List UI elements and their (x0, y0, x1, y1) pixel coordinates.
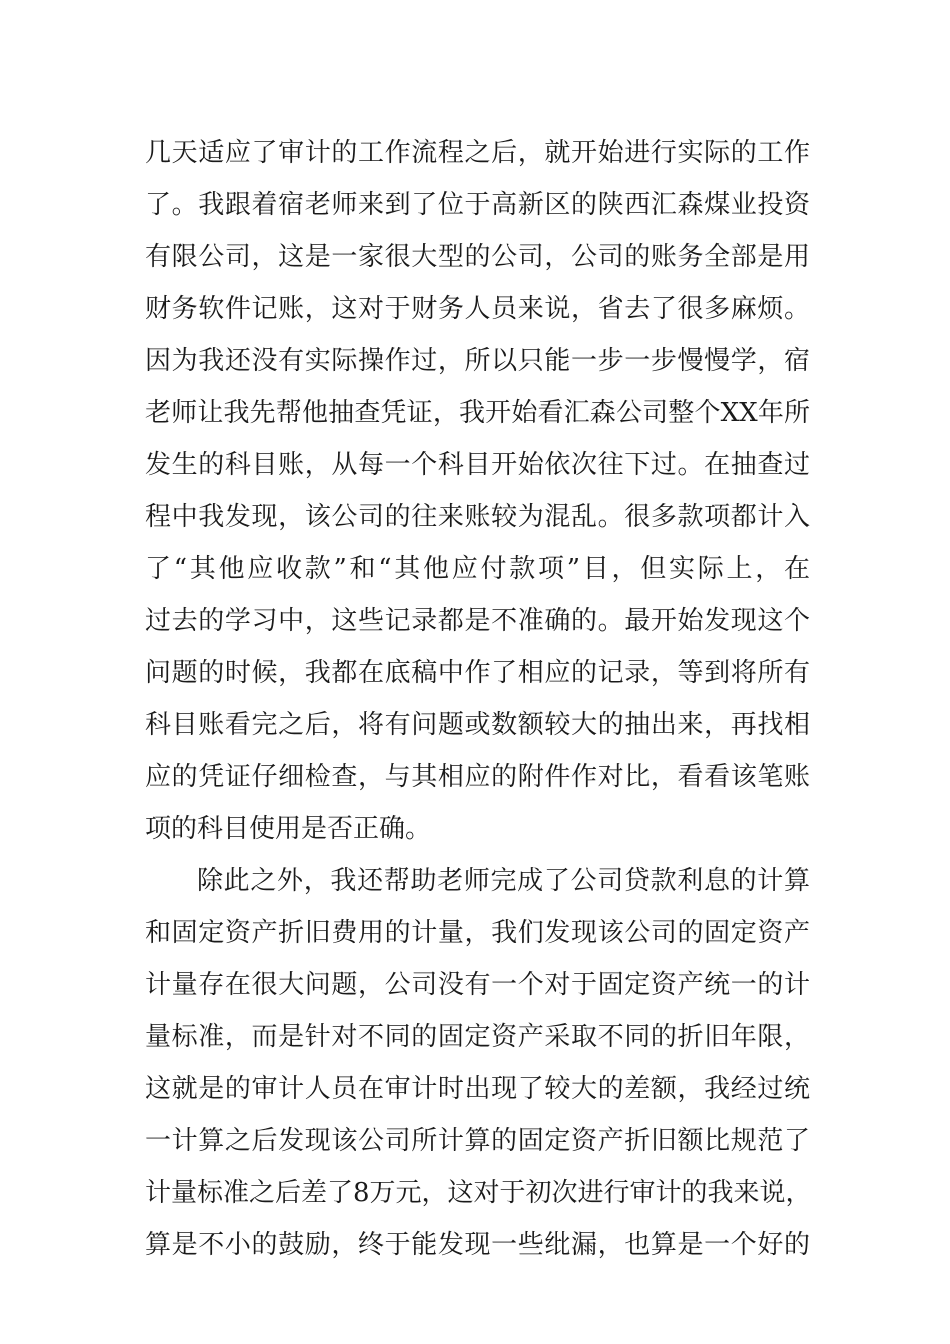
text-line: 计量存在很大问题，公司没有一个对于固定资产统一的计 (145, 970, 810, 1000)
text-line: 量标准，而是针对不同的固定资产采取不同的折旧年限， (145, 1022, 810, 1052)
text-line: 问题的时候，我都在底稿中作了相应的记录，等到将所有 (145, 658, 810, 688)
text-line: 算是不小的鼓励，终于能发现一些纰漏，也算是一个好的 (145, 1230, 810, 1260)
text-line: 了。我跟着宿老师来到了位于高新区的陕西汇森煤业投资 (145, 190, 810, 220)
text-line: 一计算之后发现该公司所计算的固定资产折旧额比规范了 (145, 1126, 810, 1156)
text-line: 有限公司，这是一家很大型的公司，公司的账务全部是用 (145, 242, 810, 272)
text-line: 几天适应了审计的工作流程之后，就开始进行实际的工作 (145, 138, 810, 168)
text-line: 了“其他应收款”和“其他应付款项”目，但实际上，在 (145, 554, 810, 584)
text-line: 程中我发现，该公司的往来账较为混乱。很多款项都计入 (145, 502, 810, 532)
body-text (145, 127, 810, 1271)
paragraph-1 (145, 127, 810, 855)
text-line: 财务软件记账，这对于财务人员来说，省去了很多麻烦。 (145, 294, 810, 324)
paragraph-2 (145, 855, 810, 1271)
text-line: 过去的学习中，这些记录都是不准确的。最开始发现这个 (145, 606, 810, 636)
text-line: 和固定资产折旧费用的计量，我们发现该公司的固定资产 (145, 918, 810, 948)
text-line: 除此之外，我还帮助老师完成了公司贷款利息的计算 (197, 866, 810, 896)
text-line: 这就是的审计人员在审计时出现了较大的差额，我经过统 (145, 1074, 810, 1104)
text-line: 发生的科目账，从每一个科目开始依次往下过。在抽查过 (145, 450, 810, 480)
text-line: 计量标准之后差了8万元，这对于初次进行审计的我来说， (145, 1178, 812, 1208)
text-line: 项的科目使用是否正确。 (145, 814, 432, 844)
text-line: 因为我还没有实际操作过，所以只能一步一步慢慢学，宿 (145, 346, 810, 376)
text-line: 老师让我先帮他抽查凭证，我开始看汇森公司整个XX年所 (145, 398, 810, 428)
text-line: 应的凭证仔细检查，与其相应的附件作对比，看看该笔账 (145, 762, 810, 792)
text-line: 科目账看完之后，将有问题或数额较大的抽出来，再找相 (145, 710, 810, 740)
